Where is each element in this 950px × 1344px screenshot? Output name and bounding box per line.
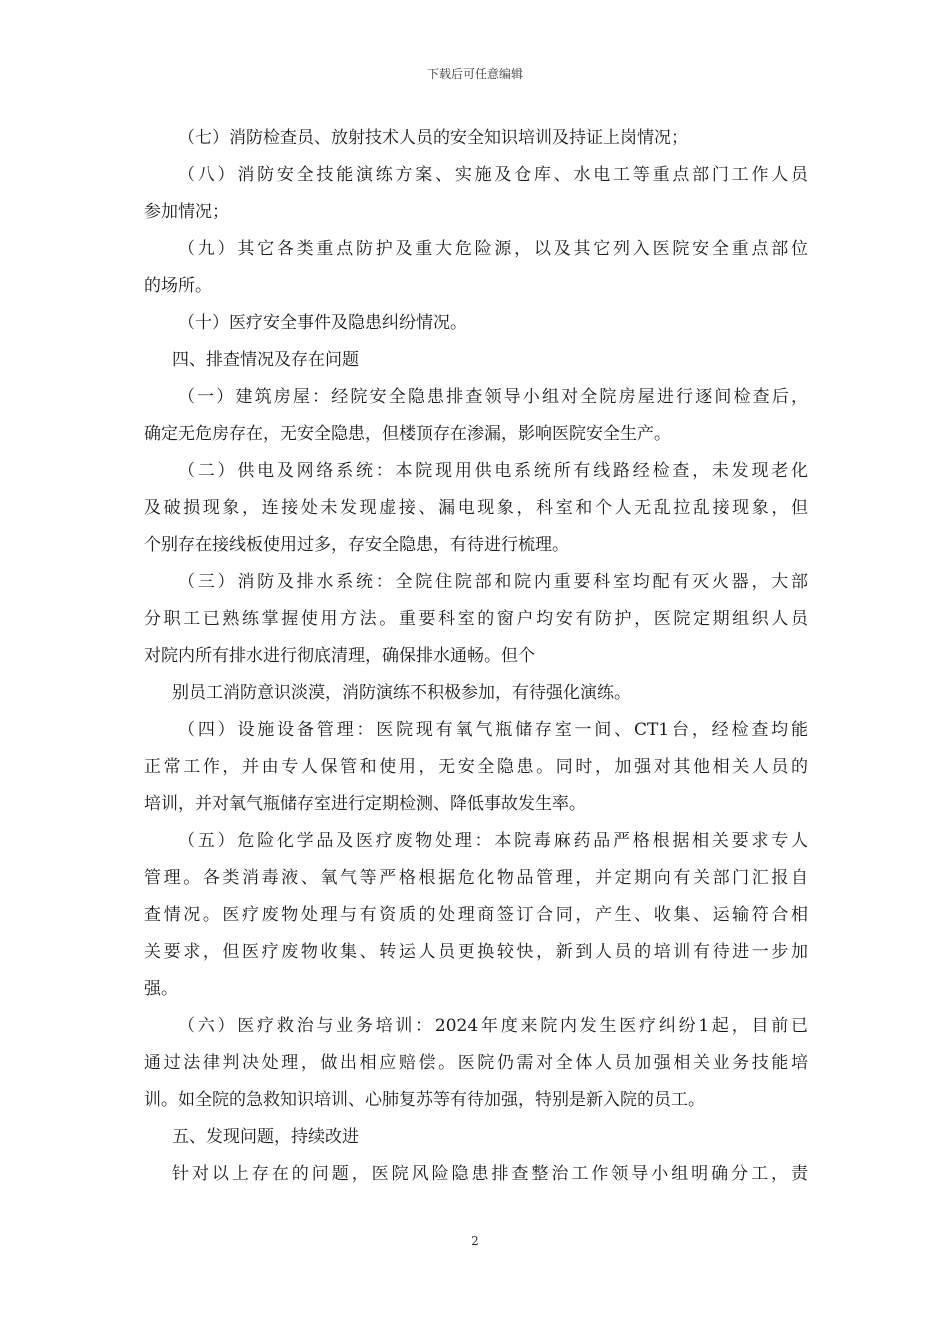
paragraph-line: 及破损现象，连接处未发现虚接、漏电现象，科室和个人无乱拉乱接现象，但 — [144, 498, 808, 518]
paragraph-line: （三）消防及排水系统：全院住院部和院内重要科室均配有灭火器，大部 — [178, 572, 808, 592]
paragraph-line: （九）其它各类重点防护及重大危险源，以及其它列入医院安全重点部位 — [178, 239, 808, 259]
document-body — [144, 120, 808, 1193]
paragraph-line: （七）消防检查员、放射技术人员的安全知识培训及持证上岗情况； — [178, 128, 688, 148]
paragraph-line: 别员工消防意识淡漠，消防演练不积极参加，有待强化演练。 — [172, 683, 631, 703]
paragraph-line: （一）建筑房屋：经院安全隐患排查领导小组对全院房屋进行逐间检查后， — [178, 387, 808, 407]
paragraph-line: 分职工已熟练掌握使用方法。重要科室的窗户均安有防护，医院定期组织人员 — [144, 609, 808, 629]
paragraph-line: （五）危险化学品及医疗废物处理：本院毒麻药品严格根据相关要求专人 — [178, 831, 808, 851]
paragraph-line: （八）消防安全技能演练方案、实施及仓库、水电工等重点部门工作人员 — [178, 165, 808, 185]
paragraph-line: 查情况。医疗废物处理与有资质的处理商签订合同，产生、收集、运输符合相 — [144, 905, 808, 925]
page-number: 2 — [471, 1234, 479, 1248]
paragraph-line: 强。 — [144, 979, 178, 999]
paragraph-line: 对院内所有排水进行彻底清理，确保排水通畅。但个 — [144, 646, 535, 666]
page-header: 下载后可任意编辑 — [426, 67, 523, 81]
paragraph-line: 培训，并对氧气瓶储存室进行定期检测、降低事故发生率。 — [144, 794, 586, 814]
paragraph-line: 个别存在接线板使用过多，存安全隐患，有待进行梳理。 — [144, 535, 569, 555]
paragraph-line: （十）医疗安全事件及隐患纠纷情况。 — [178, 313, 467, 333]
paragraph-line: 针对以上存在的问题，医院风险隐患排查整治工作领导小组明确分工，责 — [172, 1164, 808, 1184]
section-heading: 五、发现问题，持续改进 — [172, 1127, 359, 1147]
paragraph-line: 管理。各类消毒液、氧气等严格根据危化物品管理，并定期向有关部门汇报自 — [144, 868, 808, 888]
paragraph-line: 通过法律判决处理，做出相应赔偿。医院仍需对全体人员加强相关业务技能培 — [144, 1053, 808, 1073]
paragraph-line: 确定无危房存在，无安全隐患，但楼顶存在渗漏，影响医院安全生产。 — [144, 424, 671, 444]
paragraph-line: 参加情况； — [144, 202, 229, 222]
paragraph-line: 的场所。 — [144, 276, 212, 296]
paragraph-line: （四）设施设备管理：医院现有氧气瓶储存室一间、CT1台，经检查均能 — [178, 720, 808, 740]
paragraph-line: （六）医疗救治与业务培训：2024年度来院内发生医疗纠纷1起，目前已 — [178, 1016, 808, 1036]
section-heading: 四、排查情况及存在问题 — [172, 350, 359, 370]
paragraph-line: 关要求，但医疗废物收集、转运人员更换较快，新到人员的培训有待进一步加 — [144, 942, 808, 962]
paragraph-line: （二）供电及网络系统：本院现用供电系统所有线路经检查，未发现老化 — [178, 461, 808, 481]
paragraph-line: 正常工作，并由专人保管和使用，无安全隐患。同时，加强对其他相关人员的 — [144, 757, 808, 777]
paragraph-line: 训。如全院的急救知识培训、心肺复苏等有待加强，特别是新入院的员工。 — [144, 1090, 705, 1110]
